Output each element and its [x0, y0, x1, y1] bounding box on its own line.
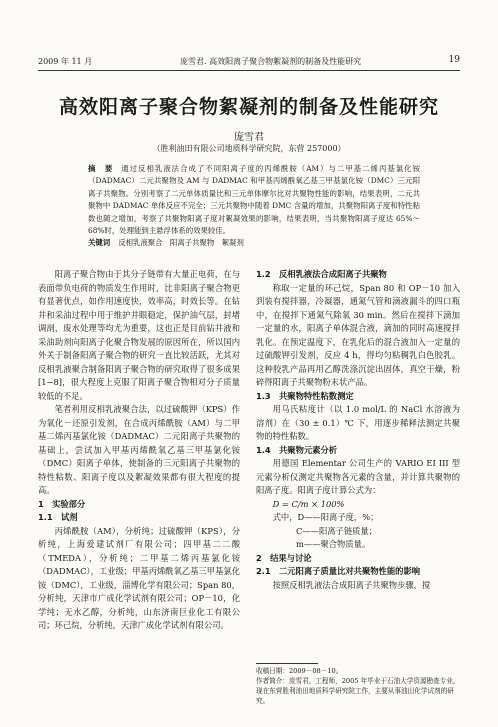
author: 庞雪君	[234, 132, 264, 143]
elemental-analysis-paragraph: 用德国 Elementar 公司生产的 VARIO EI III 型元素分析仪测定共聚物各元素的含量，并计算共聚物的阳离子度。阳离子度计算公式为：	[256, 458, 460, 495]
keywords: 反相乳液聚合 阳离子共聚物 絮凝剂	[118, 238, 244, 248]
author-bio: 作者简介：庞雪君，工程师，2005 年毕业于石油大学资源勘查专业，现在东营胜利油田地质科学研究院工作，主要从事油田化学试剂的研究。	[256, 677, 460, 705]
footnote	[256, 666, 460, 706]
intro-paragraph-1: 阳离子聚合物由于其分子链带有大量正电荷，在与表面带负电荷的物质发生作用时，比非阳离子聚合物更有显著优点，如作用速度快，效率高，时效长等。在钻井和采油过程中用于维护井眼稳定，保护油气层，封堵调剖，废水处理等均尤为重要，这也正是目前钻井液和采油助剂向阳离子化聚合物发展的原因所在，所以国内外关于制备阳离子聚合物的研究一直比较活跃，尤其对反相乳液聚合制备阳离子聚合物的研究取得了很多成果[1−8]，很大程度上克服了阳离子聚合物相对分子质量较低的不足。	[38, 269, 240, 401]
section-heading-2: 2 结果与讨论	[256, 552, 312, 563]
viscosity-paragraph: 用乌氏粘度计（以 1.0 mol/L 的 NaCl 水溶液为溶剂）在（30 ± 0.1）℃ 下，用逐步稀释法测定共聚物的特性粘数。	[256, 404, 460, 441]
keywords-label: 关键词	[88, 238, 111, 248]
keywords-line	[88, 237, 420, 249]
reagents-paragraph: 丙烯酰胺（AM），分析纯；过硫酸钾（KPS），分析纯，上海爱建试剂厂有限公司；四甲基二二酸（TMEDA），分析纯；二甲基二烯丙基氯化铵（DADMAC），工业级；甲基丙烯酰氧乙基三甲基氯化铵（DMC），工业级，淄博化学有限公司；Span 80，分析纯，天津市广成化学试剂有限公司；OP－10，化学纯；无水乙醇，分析纯，山东济南巨业化工有限公司；环己烷，分析纯，天津广成化学试剂有限公司。	[38, 525, 240, 630]
intro-paragraph-2: 笔者利用反相乳液聚合法，以过硫酸钾（KPS）作为氧化－还原引发剂，在合成丙烯酰胺（AM）与二甲基二烯丙基氯化铵（DADMAC）二元阳离子共聚物的基础上，尝试加入甲基丙烯酰氧乙基三甲基氯化铵（DMC）阳离子单体，使制备的三元阳离子共聚物的特性粘数、阳离子度以及絮凝效果都有很大程度的提高。	[38, 404, 240, 495]
section-heading-1-3: 1.3 共聚物特性粘数测定	[256, 390, 354, 401]
page-number: 19	[448, 55, 460, 65]
section-heading-2-1: 2.1 二元阳离子质量比对共聚物性能的影响	[256, 566, 421, 576]
results-paragraph-start: 按照反相乳液法合成阳离子共聚物步骤，搅	[272, 579, 431, 590]
header-rule	[38, 70, 460, 71]
section-heading-1-4: 1.4 共聚物元素分析	[256, 444, 338, 455]
abstract-label: 摘 要	[88, 164, 114, 173]
right-column	[256, 268, 460, 592]
section-heading-1-2: 1.2 反相乳液法合成阳离子共聚物	[256, 269, 387, 279]
received-date: 收稿日期：2009－08－10。	[256, 667, 343, 675]
formula-definition-m: m——聚合物质量。	[296, 539, 371, 549]
section-heading-1: 1 实验部分	[38, 498, 86, 509]
formula-definition-d: 式中，D——阳离子度，%；	[272, 512, 379, 522]
synthesis-paragraph: 称取一定量的环己烷，Span 80 和 OP－10 加入到装有搅拌器，冷凝器，通氮气管和滴液漏斗的四口瓶中，在搅拌下通氮气除氧 30 min。然后在搅拌下滴加一定量的水，阳离子单体混合液，滴加的同时高速搅拌乳化。在预定温度下，在乳化后的混合液加入一定量的过硫酸钾引发剂，反应 4 h，得均匀粘稠乳白色胶乳。这种胶乳产品再用乙醇洗涤沉淀出固体，真空干燥，粉碎得阳离子共聚物粉末状产品。	[256, 282, 460, 387]
paper-title: 高效阳离子聚合物絮凝剂的制备及性能研究	[58, 96, 439, 118]
abstract-text: 通过反相乳液法合成了不同阳离子度的丙烯酰胺（AM）与二甲基二烯丙基氯化铵（DADMAC）二元共聚物及 AM 与 DADMAC 和甲基丙烯酰氧乙基三甲基氯化铵（DMC）三元阳离子共聚物。分别考察了二元单体质量比和三元单体摩尔比对共聚物性能的影响，结果表明，二元共聚物中 DADMAC 单体反应不完全；三元共聚物中随着 DMC 含量的增加，共聚物阳离子度和特性粘数也随之增加。考察了共聚物阳离子度对絮凝效果的影响，结果表明，当共聚物阳离子度达 65%～68%时，处理能到主悬浮体系的效果较佳。	[88, 164, 420, 236]
header-running-title: 庞雪君. 高效阳离子聚合物絮凝剂的制备及性能研究	[180, 57, 362, 66]
footnote-rule	[256, 663, 318, 664]
cationic-degree-formula: D = C/m × 100%	[272, 498, 345, 509]
abstract	[88, 163, 420, 250]
section-heading-1-1: 1.1 试剂	[38, 512, 78, 522]
left-column	[38, 268, 240, 633]
affiliation: （胜利油田有限公司地质科学研究院，东营 257000）	[152, 144, 346, 153]
formula-definition-c: C——阳离子链质量；	[296, 525, 378, 536]
header-date: 2009 年 11 月	[38, 57, 93, 66]
